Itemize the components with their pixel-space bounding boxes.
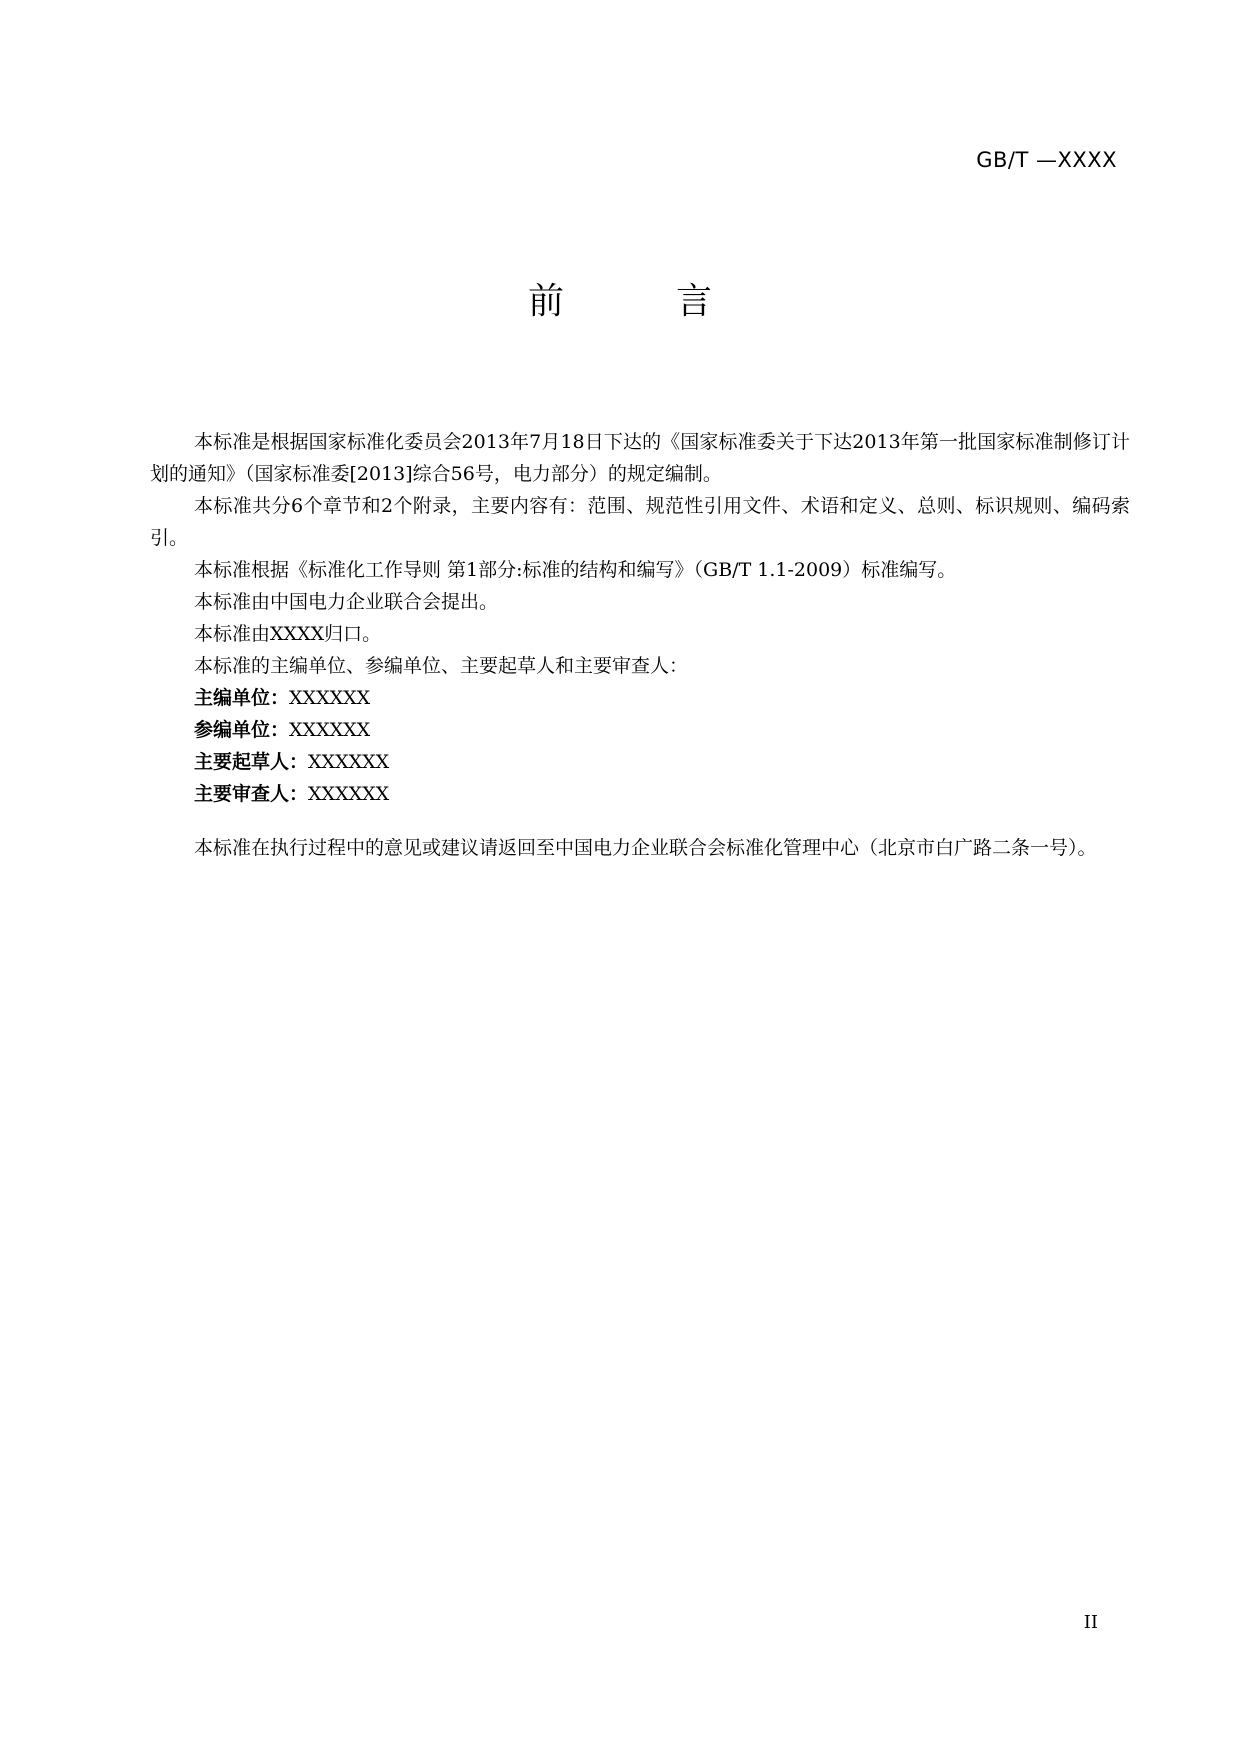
contributor-value: XXXXXX bbox=[289, 719, 371, 741]
contributor-label: 主要起草人： bbox=[194, 751, 309, 773]
contributor-line-participating bbox=[150, 714, 1130, 746]
page-number: II bbox=[1083, 1612, 1098, 1633]
paragraph-drafting-rules: 本标准根据《标准化工作导则 第1部分:标准的结构和编写》（GB/T 1.1-2009）标准编写。 bbox=[194, 559, 957, 581]
paragraph-basis: 本标准是根据国家标准化委员会2013年7月18日下达的《国家标准委关于下达2013年第一批国家标准制修订计划的通知》（国家标准委[2013]综合56号，电力部分）的规定编制。 bbox=[150, 431, 1130, 485]
contributor-value: XXXXXX bbox=[308, 751, 390, 773]
page-title-char-2: 言 bbox=[676, 281, 713, 322]
paragraph-structure: 本标准共分6个章节和2个附录，主要内容有：范围、规范性引用文件、术语和定义、总则、标识规则、编码索引。 bbox=[150, 495, 1130, 549]
contributor-value: XXXXXX bbox=[289, 687, 371, 709]
page-title-char-1: 前 bbox=[527, 281, 564, 322]
contributor-value: XXXXXX bbox=[308, 783, 390, 805]
paragraph-feedback: 本标准在执行过程中的意见或建议请返回至中国电力企业联合会标准化管理中心（北京市白广路二条一号）。 bbox=[194, 837, 1097, 859]
contributor-label: 主要审查人： bbox=[194, 783, 309, 805]
contributor-line-drafters bbox=[150, 746, 1130, 778]
contributor-label: 参编单位： bbox=[194, 719, 290, 741]
page-title bbox=[0, 280, 1240, 324]
contributor-line-reviewers bbox=[150, 778, 1130, 810]
contributor-label: 主编单位： bbox=[194, 687, 290, 709]
contributor-line-chief-editor bbox=[150, 682, 1130, 714]
paragraph-administrator: 本标准由XXXX归口。 bbox=[194, 623, 382, 645]
paragraph-contributors-intro: 本标准的主编单位、参编单位、主要起草人和主要审查人： bbox=[194, 655, 689, 677]
preface-body bbox=[150, 426, 1130, 864]
paragraph-spacer bbox=[150, 810, 1130, 832]
paragraph-proposer: 本标准由中国电力企业联合会提出。 bbox=[194, 591, 499, 613]
standard-code: GB/T —XXXX bbox=[976, 148, 1117, 172]
